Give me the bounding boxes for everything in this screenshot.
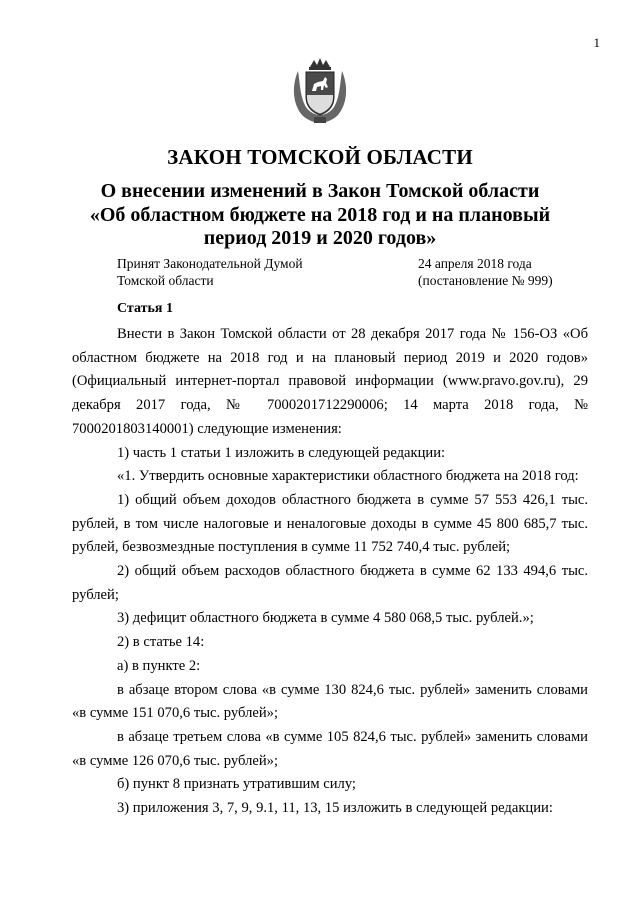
page-number: 1 (593, 35, 600, 50)
paragraph: 2) в статье 14: (117, 634, 205, 651)
paragraph: 3) приложения 3, 7, 9, 9.1, 11, 13, 15 изложить в следующей редакции: (117, 800, 553, 817)
paragraph: а) в пункте 2: (117, 657, 201, 674)
paragraph: «1. Утвердить основные характеристики областного бюджета на 2018 год: (117, 468, 579, 485)
subtitle-line: «Об областном бюджете на 2018 год и на плановый (89, 203, 551, 226)
paragraph: в абзаце третьем слова «в сумме 105 824,6 тыс. рублей» заменить словами «в сумме 126 070,6 тыс. рублей»; (72, 728, 588, 769)
paragraph: 2) общий объем расходов областного бюджета в сумме 62 133 494,6 тыс. рублей; (72, 563, 588, 603)
resolution-number: (постановление № 999) (418, 273, 553, 288)
adoption-date-block (418, 255, 553, 289)
paragraph: б) пункт 8 признать утратившим силу; (117, 776, 356, 793)
coat-of-arms-emblem (290, 57, 350, 125)
subtitle-line: период 2019 и 2020 годов» (203, 227, 437, 249)
law-subtitle (0, 180, 640, 251)
paragraph: в абзаце втором слова «в сумме 130 824,6 тыс. рублей» заменить словами «в сумме 151 070,6 тыс. рублей»; (72, 681, 588, 722)
adopted-by-line: Принят Законодательной Думой (117, 256, 303, 271)
adopted-by-line: Томской области (117, 273, 214, 288)
adopted-by-block (117, 255, 303, 289)
law-title: ЗАКОН ТОМСКОЙ ОБЛАСТИ (167, 145, 473, 169)
adoption-date: 24 апреля 2018 года (418, 256, 532, 271)
paragraph: 1) часть 1 статьи 1 изложить в следующей редакции: (117, 444, 446, 461)
paragraph: Внести в Закон Томской области от 28 декабря 2017 года № 156-ОЗ «Об областном бюджете на 2018 год и на плановый период 2019 и 2020 годов» (Официальный интернет-портал правовой информации (www.pravo.gov.ru), 29 декабря 2017 года, № 7000201712290006; 14 марта 2018 года, № 7000201803140001) следующие изменения: (72, 326, 588, 437)
law-body (72, 323, 588, 821)
paragraph: 3) дефицит областного бюджета в сумме 4 580 068,5 тыс. рублей.»; (117, 610, 534, 627)
article-heading: Статья 1 (117, 301, 173, 316)
subtitle-line: О внесении изменений в Закон Томской области (100, 180, 540, 202)
paragraph: 1) общий объем доходов областного бюджета в сумме 57 553 426,1 тыс. рублей, в том числе налоговые и неналоговые доходы в сумме 45 800 685,7 тыс. рублей, безвозмездные поступления в сумме 11 752 740,4 тыс. рублей; (72, 491, 588, 556)
